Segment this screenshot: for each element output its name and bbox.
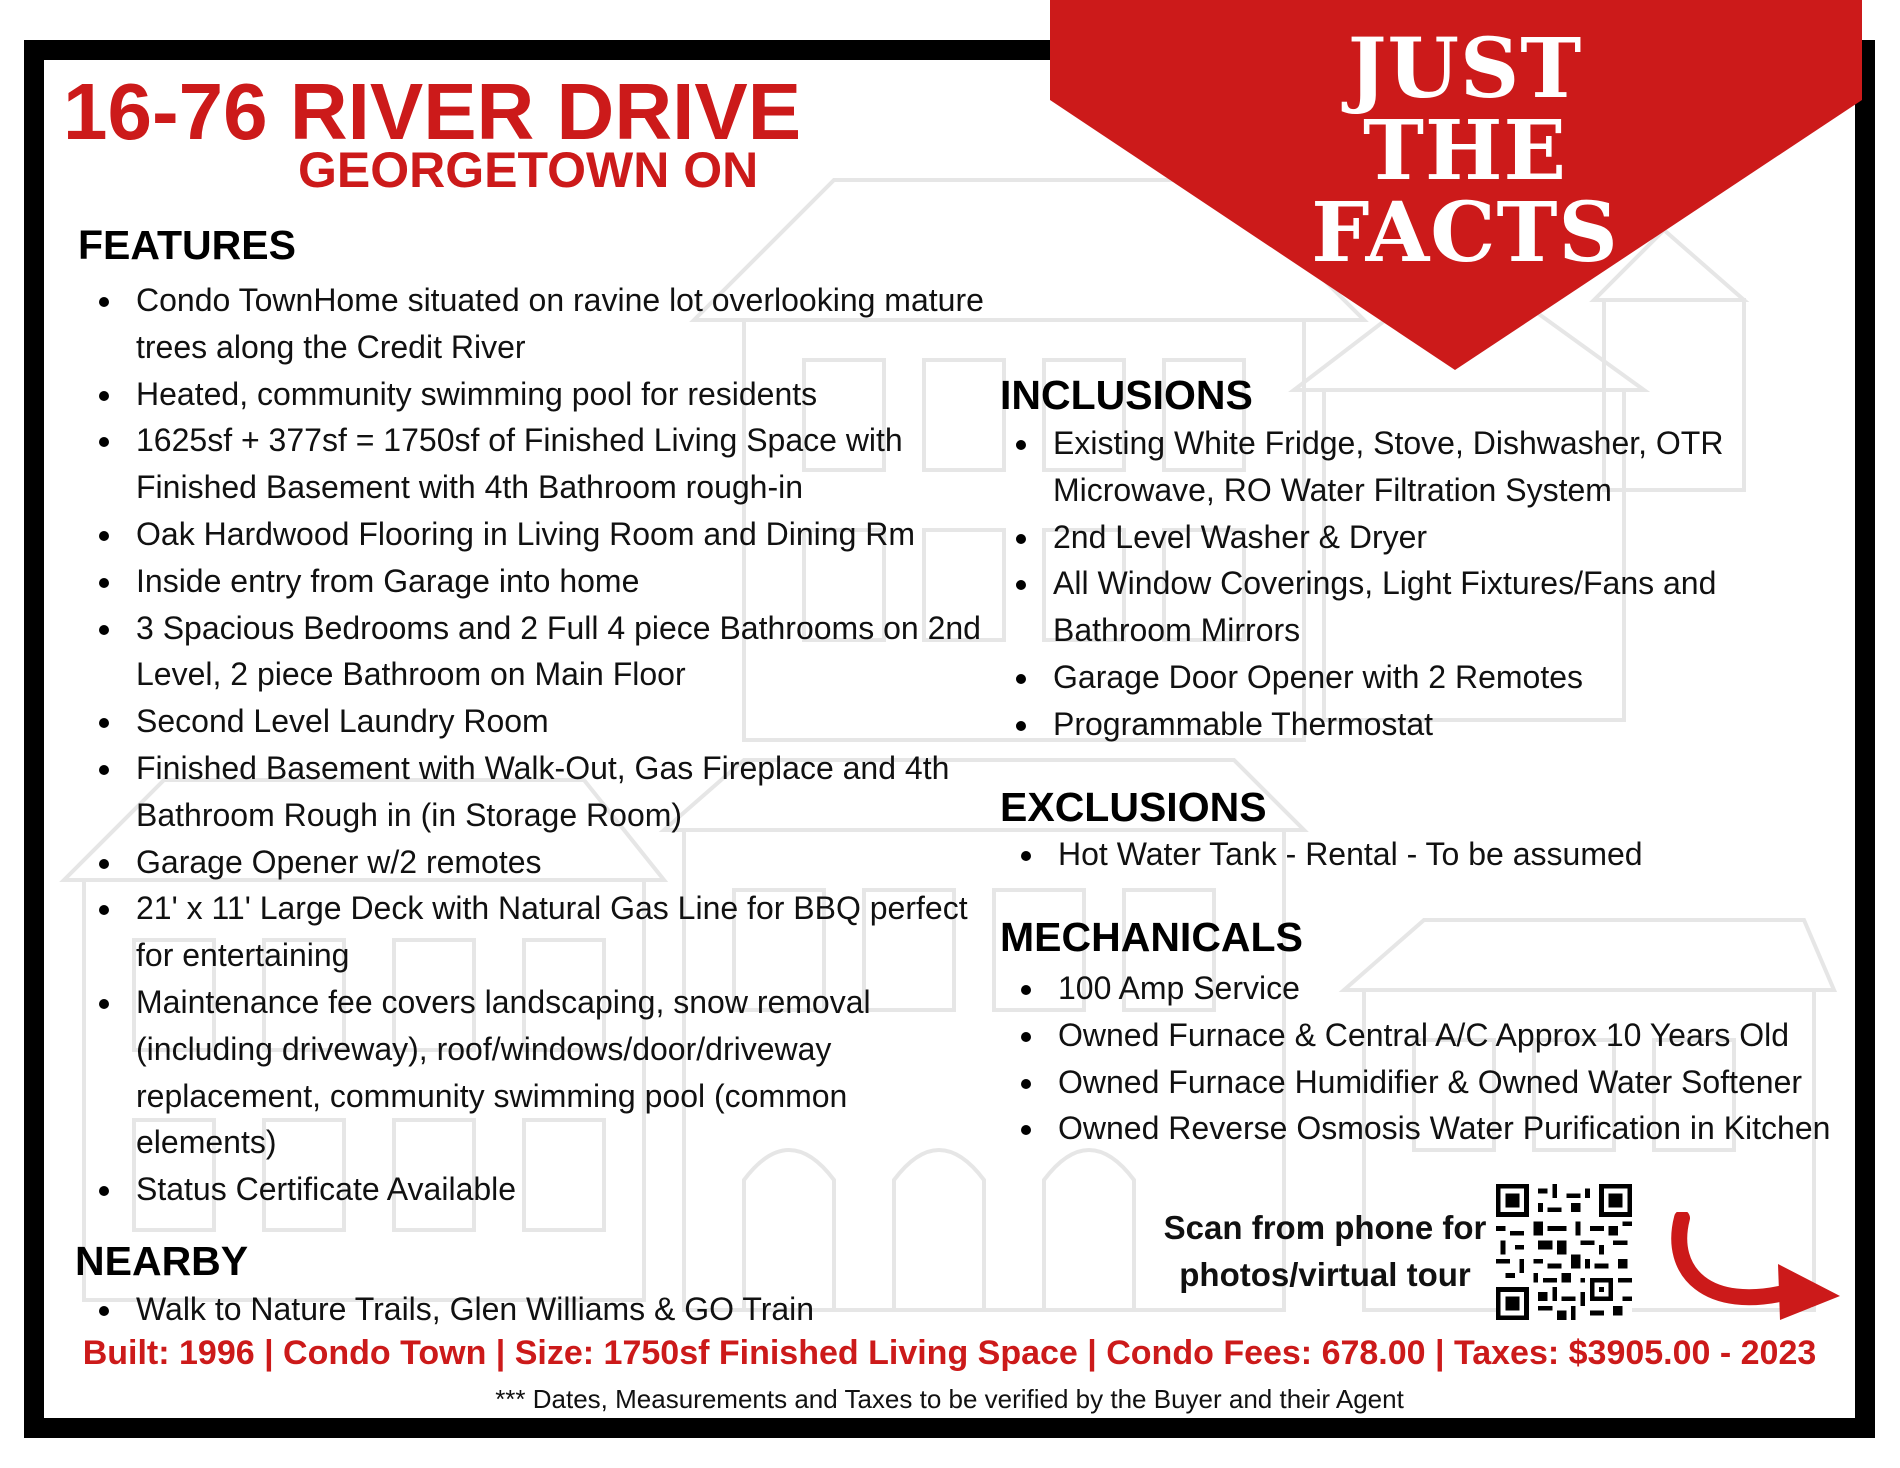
list-item: Hot Water Tank - Rental - To be assumed <box>1008 831 1828 878</box>
nearby-heading: NEARBY <box>75 1238 249 1284</box>
list-item: Finished Basement with Walk-Out, Gas Fireplace and 4th Bathroom Rough in (in Storage Room) <box>86 745 986 839</box>
property-city: GEORGETOWN ON <box>298 142 759 198</box>
list-item: Second Level Laundry Room <box>86 698 986 745</box>
scan-line-1: Scan from phone for <box>1163 1209 1487 1246</box>
banner-line-1: JUST <box>1347 21 1583 117</box>
list-item: 3 Spacious Bedrooms and 2 Full 4 piece Bathrooms on 2nd Level, 2 piece Bathroom on Main Floor <box>86 605 986 699</box>
list-item: Condo TownHome situated on ravine lot overlooking mature trees along the Credit River <box>86 277 986 371</box>
list-item: Programmable Thermostat <box>1003 701 1823 748</box>
list-item: Garage Door Opener with 2 Remotes <box>1003 654 1823 701</box>
list-item: All Window Coverings, Light Fixtures/Fans and Bathroom Mirrors <box>1003 560 1823 654</box>
exclusions-list <box>1008 831 1828 878</box>
curved-arrow-icon <box>1668 1212 1844 1324</box>
scan-instructions <box>1140 1204 1510 1298</box>
banner-line-2: THE <box>1363 103 1567 199</box>
list-item: 2nd Level Washer & Dryer <box>1003 514 1823 561</box>
banner-line-3: FACTS <box>1311 185 1619 281</box>
mechanicals-heading: MECHANICALS <box>1000 914 1303 960</box>
list-item: Oak Hardwood Flooring in Living Room and Dining Rm <box>86 511 986 558</box>
property-facts-summary: Built: 1996 | Condo Town | Size: 1750sf Finished Living Space | Condo Fees: 678.00 | Taxes: $3905.00 - 2023 <box>82 1334 1817 1372</box>
list-item: Status Certificate Available <box>86 1166 986 1213</box>
list-item: Heated, community swimming pool for residents <box>86 371 986 418</box>
scan-line-2: photos/virtual tour <box>1179 1256 1471 1293</box>
disclaimer: *** Dates, Measurements and Taxes to be verified by the Buyer and their Agent <box>495 1384 1404 1414</box>
qr-code-icon[interactable] <box>1496 1184 1632 1320</box>
list-item: 1625sf + 377sf = 1750sf of Finished Living Space with Finished Basement with 4th Bathroom rough-in <box>86 417 986 511</box>
inclusions-heading: INCLUSIONS <box>1000 372 1253 418</box>
inclusions-list <box>1003 420 1823 748</box>
features-heading: FEATURES <box>78 222 296 268</box>
mechanicals-list <box>1008 965 1858 1152</box>
list-item: Inside entry from Garage into home <box>86 558 986 605</box>
list-item: Maintenance fee covers landscaping, snow removal (including driveway), roof/windows/door/driveway replacement, community swimming pool (common elements) <box>86 979 986 1166</box>
list-item: Garage Opener w/2 remotes <box>86 839 986 886</box>
list-item: Owned Reverse Osmosis Water Purification in Kitchen <box>1008 1105 1858 1152</box>
list-item: 100 Amp Service <box>1008 965 1858 1012</box>
property-address: 16-76 RIVER DRIVE <box>63 67 802 156</box>
list-item: Owned Furnace Humidifier & Owned Water Softener <box>1008 1059 1858 1106</box>
features-list <box>86 277 986 1213</box>
list-item: Walk to Nature Trails, Glen Williams & GO Train <box>86 1286 986 1333</box>
list-item: Owned Furnace & Central A/C Approx 10 Years Old <box>1008 1012 1858 1059</box>
list-item: 21' x 11' Large Deck with Natural Gas Line for BBQ perfect for entertaining <box>86 885 986 979</box>
list-item: Existing White Fridge, Stove, Dishwasher, OTR Microwave, RO Water Filtration System <box>1003 420 1823 514</box>
exclusions-heading: EXCLUSIONS <box>1000 784 1267 830</box>
nearby-list <box>86 1286 986 1333</box>
banner-headline <box>1250 21 1680 281</box>
